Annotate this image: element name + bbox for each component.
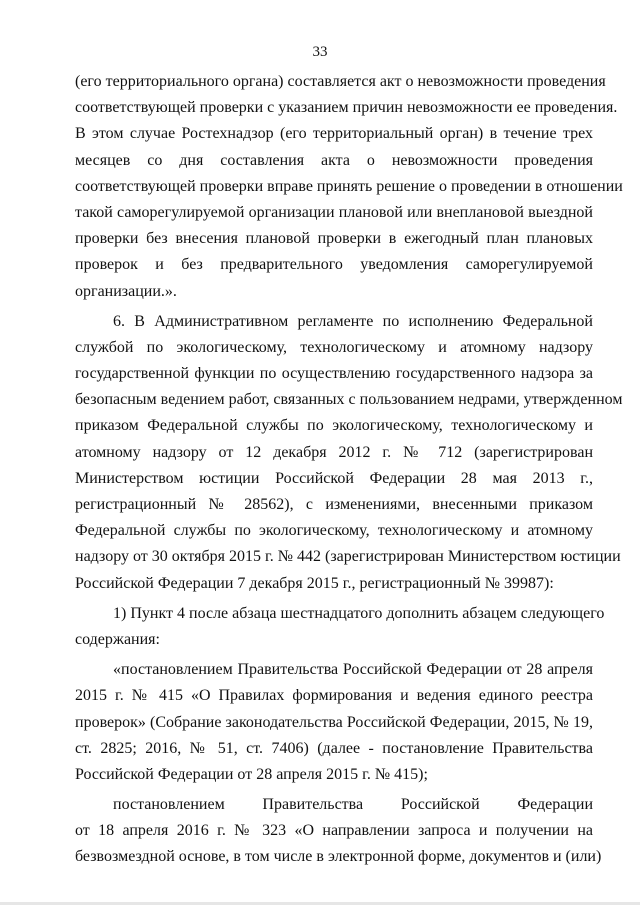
text-line: 6. В Административном регламенте по исполнению Федеральной [113,312,593,330]
text-line: надзору от 30 октября 2015 г. № 442 (зарегистрирован Министерством юстиции [75,548,621,566]
text-line: от 18 апреля 2016 г. № 323 «О направлении запроса и получении на [75,822,593,840]
text-line: безопасным ведением работ, связанных с пользованием недрами, утвержденном [75,391,623,409]
text-line: проверки без внесения плановой проверки в ежегодный план плановых [75,230,593,248]
text-line: 2015 г. № 415 «О Правилах формирования и ведения единого реестра [75,687,593,705]
text-line: Министерством юстиции Российской Федерации 28 мая 2013 г., [75,469,593,487]
text-line: безвозмездной основе, в том числе в электронной форме, документов и (или) [75,848,602,866]
text-line: атомному надзору от 12 декабря 2012 г. № 712 (зарегистрирован [75,443,593,461]
text-line: государственной функции по осуществлению государственного надзора за [75,365,593,383]
text-line: такой саморегулируемой организации плановой или внеплановой выездной [75,203,593,221]
text-line: соответствующей проверки с указанием причин невозможности ее проведения. [75,99,618,117]
document-body [75,69,623,871]
text-line: 1) Пункт 4 после абзаца шестнадцатого дополнить абзацем следующего [113,604,605,622]
text-line: содержания: [75,630,160,648]
text-line: организации.». [75,282,177,300]
page-number: 33 [312,44,328,60]
text-line: «постановлением Правительства Российской Федерации от 28 апреля [113,661,593,679]
text-line: проверок и без предварительного уведомления саморегулируемой [75,256,593,274]
text-line: месяцев со дня составления акта о невозможности проведения [75,151,593,169]
text-line: службой по экологическому, технологическому и атомному надзору [75,338,593,356]
text-line: регистрационный № 28562), с изменениями, внесенными приказом [75,496,593,513]
text-line: (его территориального органа) составляется акт о невозможности проведения [75,73,606,90]
text-line: Российской Федерации от 28 апреля 2015 г. № 415); [75,765,428,783]
text-line: соответствующей проверки вправе принять решение о проведении в отношении [75,177,623,195]
text-line: В этом случае Ростехнадзор (его территориальный орган) в течение трех [75,125,593,143]
text-line: приказом Федеральной службы по экологическому, технологическому и [75,417,593,435]
text-line: Федеральной службы по экологическому, технологическому и атомному [75,522,593,540]
text-line: постановлением Правительства Российской Федерации [113,796,593,814]
text-line: ст. 2825; 2016, № 51, ст. 7406) (далее - постановление Правительства [75,739,593,757]
text-line: проверок» (Собрание законодательства Российской Федерации, 2015, № 19, [75,713,593,731]
text-line: Российской Федерации 7 декабря 2015 г., регистрационный № 39987): [75,574,554,592]
